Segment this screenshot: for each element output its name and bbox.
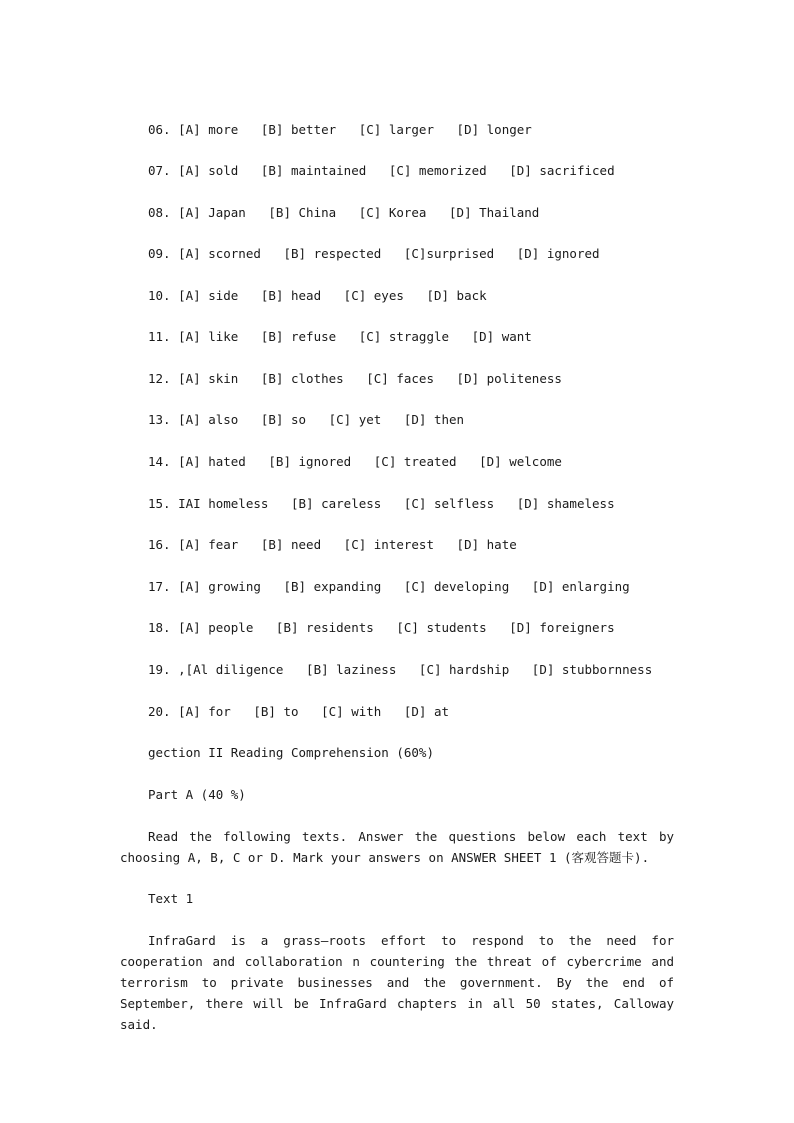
text-heading: Text 1 (148, 891, 194, 906)
question-15-options: 15. IAI homeless [B] careless [C] selfless [D] shameless (148, 496, 615, 511)
question-17-options: 17. [A] growing [B] expanding [C] developing [D] enlarging (148, 579, 630, 594)
question-06-options: 06. [A] more [B] better [C] larger [D] longer (148, 122, 532, 137)
question-11-options: 11. [A] like [B] refuse [C] straggle [D] want (148, 329, 532, 344)
question-07-options: 07. [A] sold [B] maintained [C] memorized [D] sacrificed (148, 163, 615, 178)
question-16-options: 16. [A] fear [B] need [C] interest [D] hate (148, 537, 517, 552)
question-19-options: 19. ,[Al diligence [B] laziness [C] hardship [D] stubbornness (148, 662, 653, 677)
question-18-options: 18. [A] people [B] residents [C] students [D] foreigners (148, 620, 615, 635)
section-heading: gection II Reading Comprehension (60%) (148, 745, 434, 760)
question-20-options: 20. [A] for [B] to [C] with [D] at (148, 704, 450, 719)
part-heading: Part A (40 %) (148, 787, 246, 802)
question-10-options: 10. [A] side [B] head [C] eyes [D] back (148, 288, 487, 303)
question-13-options: 13. [A] also [B] so [C] yet [D] then (148, 412, 465, 427)
text1-paragraph: InfraGard is a grass—roots effort to respond to the need for cooperation and collaboration n countering the threat of cybercrime and terrorism to private businesses and the government. By the end of September, there will be InfraGard chapters in all 50 states, Calloway said. (120, 933, 674, 1032)
question-14-options: 14. [A] hated [B] ignored [C] treated [D] welcome (148, 454, 562, 469)
question-08-options: 08. [A] Japan [B] China [C] Korea [D] Thailand (148, 205, 540, 220)
instructions-paragraph: Read the following texts. Answer the questions below each text by choosing A, B, C or D. Mark your answers on ANSWER SHEET 1 (客观答题卡). (120, 829, 674, 865)
question-09-options: 09. [A] scorned [B] respected [C]surprised [D] ignored (148, 246, 600, 261)
question-12-options: 12. [A] skin [B] clothes [C] faces [D] politeness (148, 371, 562, 386)
